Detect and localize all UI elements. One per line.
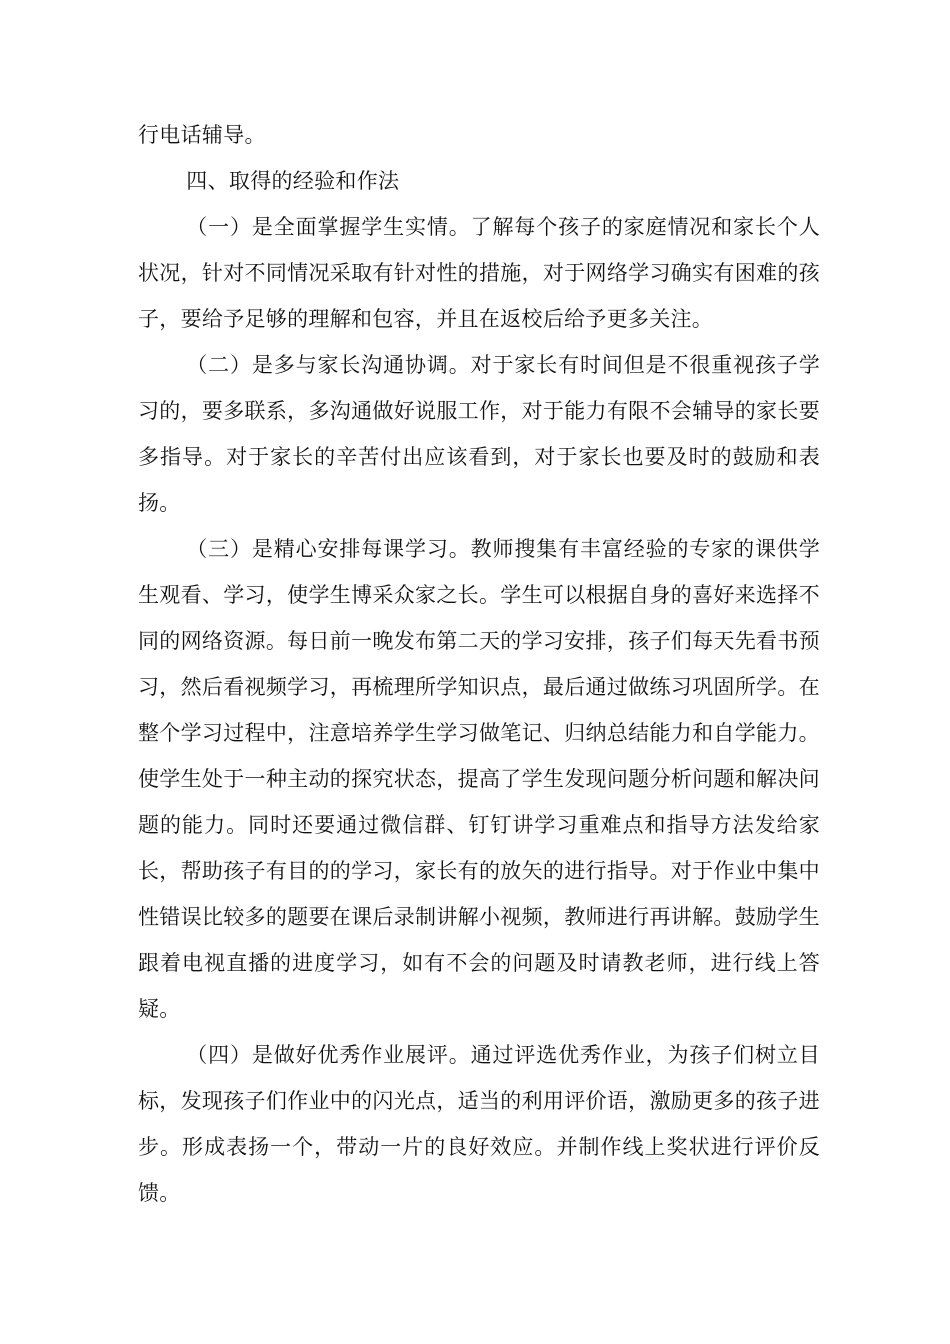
paragraph-item-one: （一）是全面掌握学生实情。了解每个孩子的家庭情况和家长个人状况，针对不同情况采取有针对性的措施，对于网络学习确实有困难的孩子，要给予足够的理解和包容，并且在返校后给予更多关注。: [138, 215, 820, 331]
paragraph-continuation: 行电话辅导。: [138, 123, 266, 147]
paragraph-item-four: （四）是做好优秀作业展评。通过评选优秀作业，为孩子们树立目标，发现孩子们作业中的闪光点，适当的利用评价语，激励更多的孩子进步。形成表扬一个，带动一片的良好效应。并制作线上奖状进行评价反馈。: [138, 1043, 820, 1205]
section-heading-four: 四、取得的经验和作法: [186, 169, 400, 193]
paragraph-item-three: （三）是精心安排每课学习。教师搜集有丰富经验的专家的课供学生观看、学习，使学生博采众家之长。学生可以根据自身的喜好来选择不同的网络资源。每日前一晚发布第二天的学习安排，孩子们每天先看书预习，然后看视频学习，再梳理所学知识点，最后通过做练习巩固所学。在整个学习过程中，注意培养学生学习做笔记、归纳总结能力和自学能力。使学生处于一种主动的探究状态，提高了学生发现问题分析问题和解决问题的能力。同时还要通过微信群、钉钉讲学习重难点和指导方法发给家长，帮助孩子有目的的学习，家长有的放矢的进行指导。对于作业中集中性错误比较多的题要在课后录制讲解小视频，教师进行再讲解。鼓励学生跟着电视直播的进度学习，如有不会的问题及时请教老师，进行线上答疑。: [138, 537, 820, 1021]
document-body: [138, 112, 820, 1216]
paragraph-item-two: （二）是多与家长沟通协调。对于家长有时间但是不很重视孩子学习的，要多联系，多沟通做好说服工作，对于能力有限不会辅导的家长要多指导。对于家长的辛苦付出应该看到，对于家长也要及时的鼓励和表扬。: [138, 353, 820, 515]
